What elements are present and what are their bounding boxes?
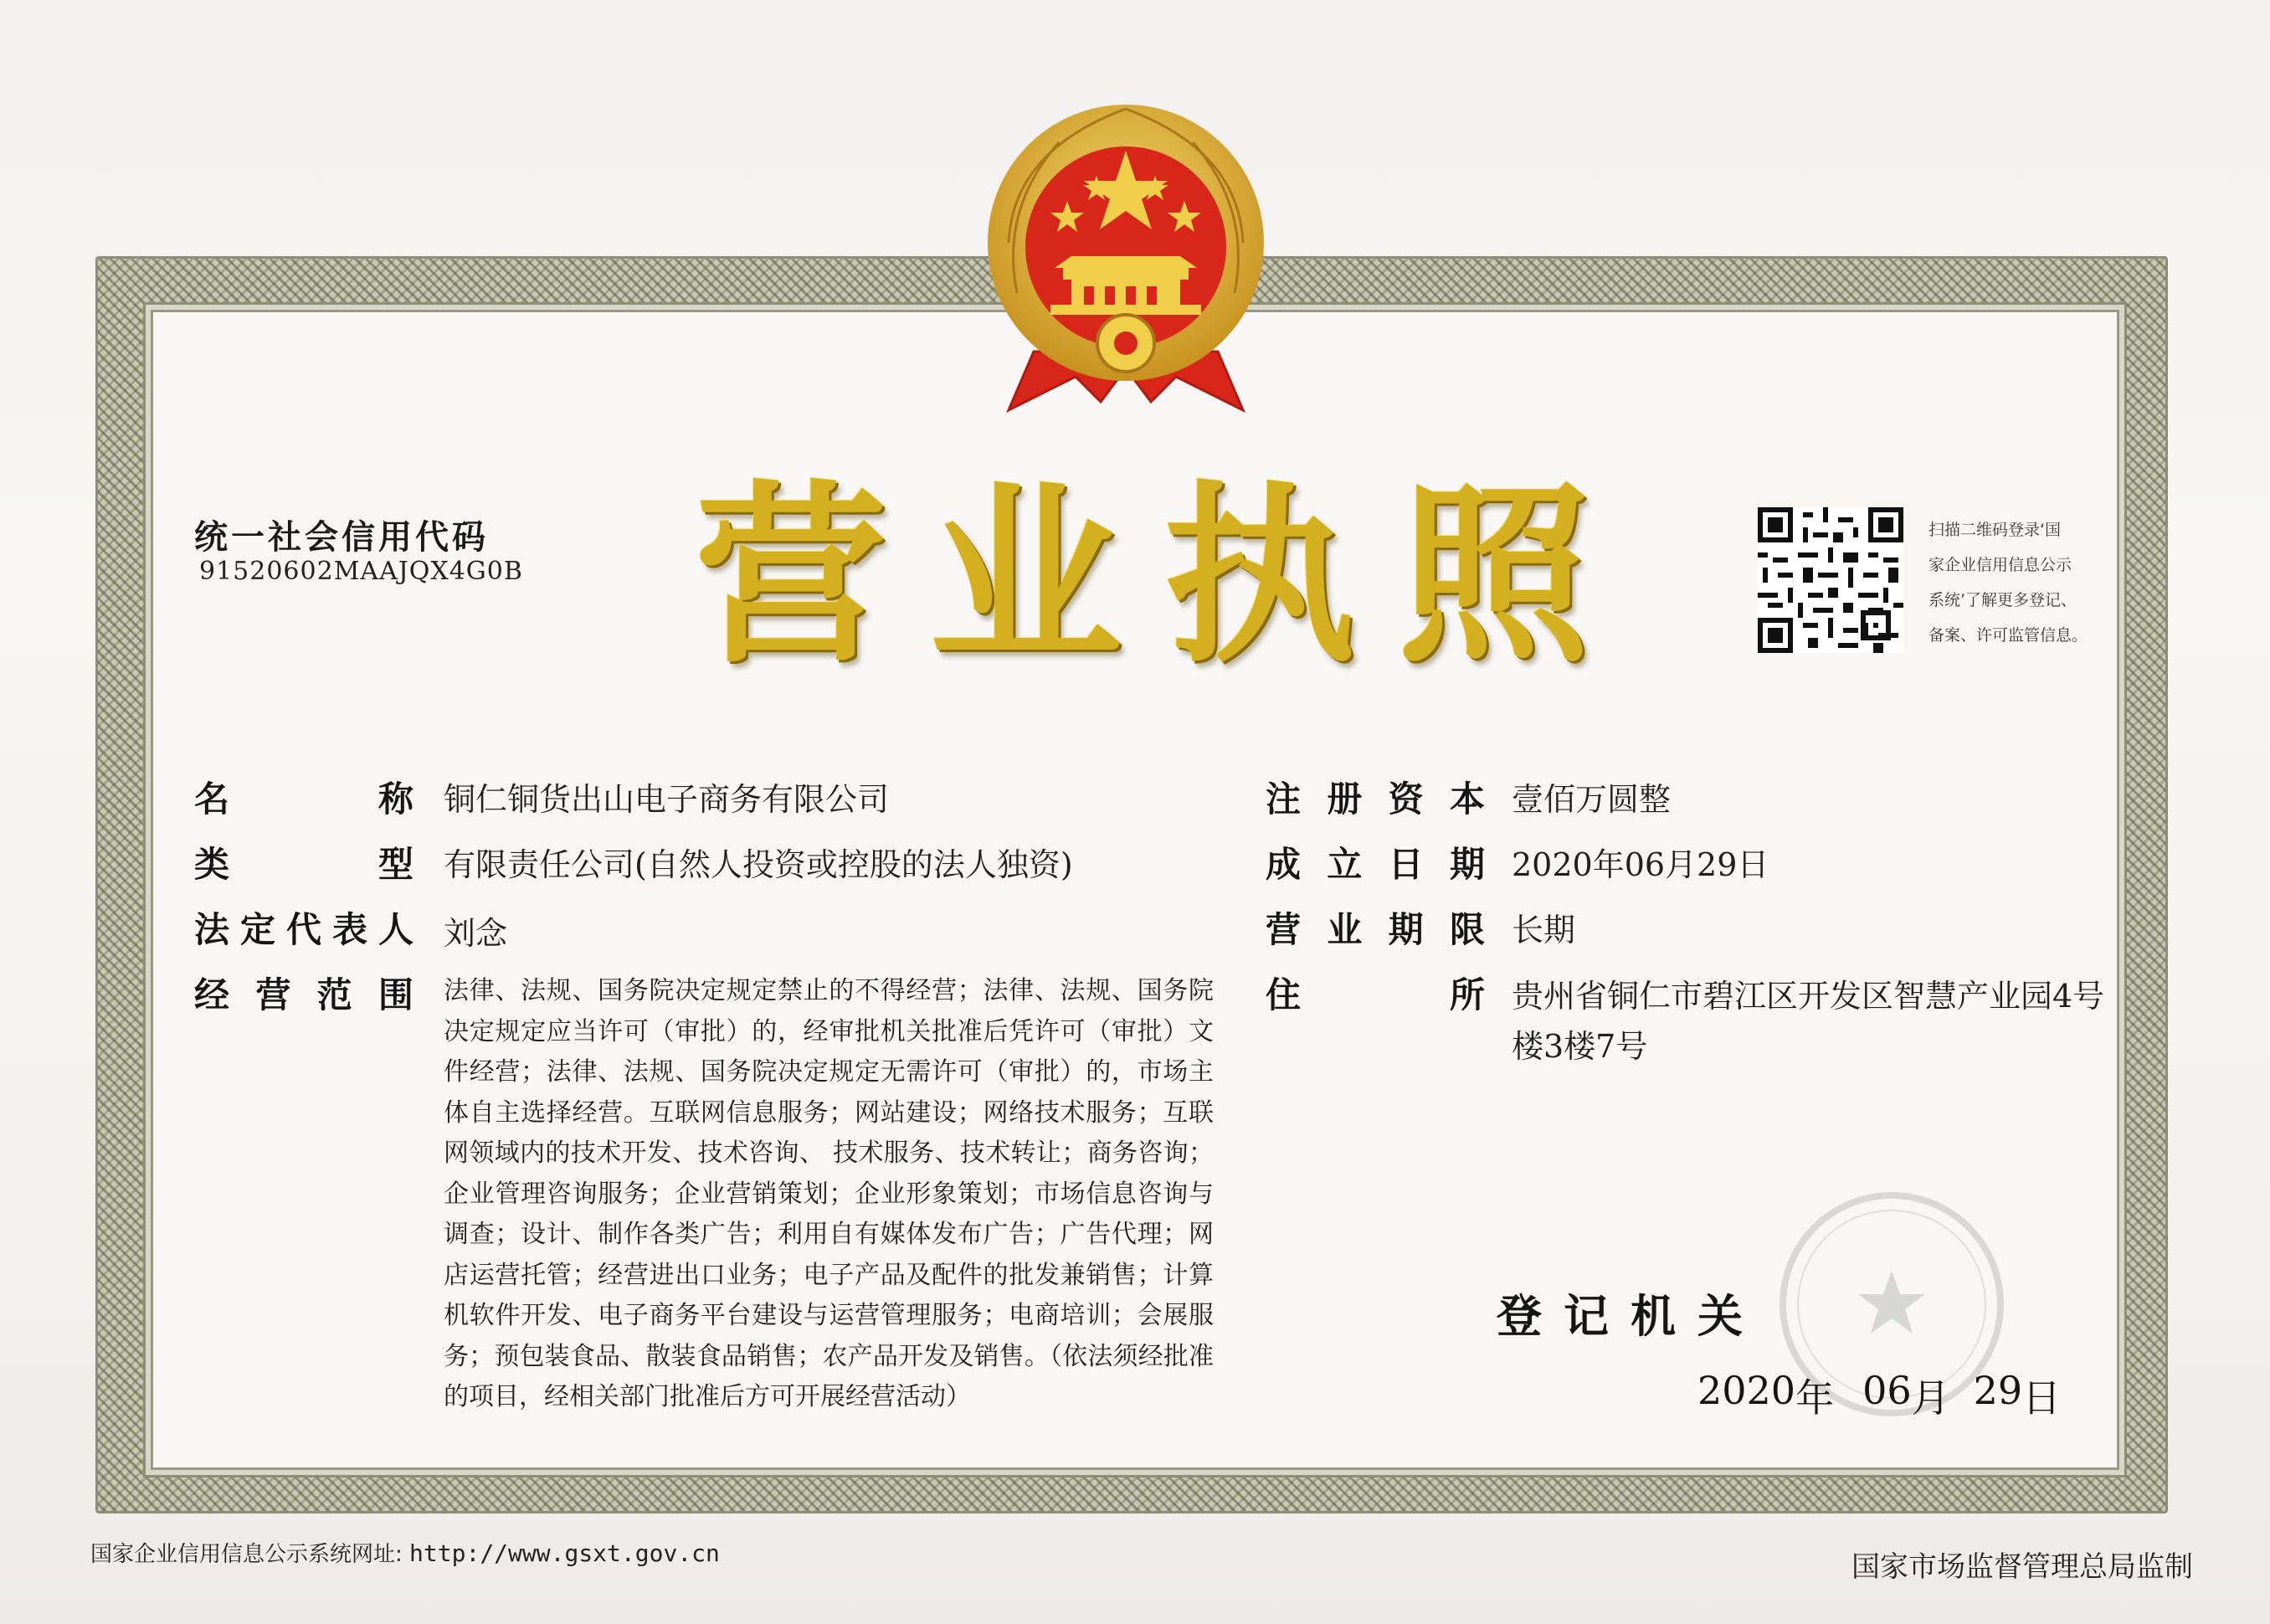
field-value-address: 贵州省铜仁市碧江区开发区智慧产业园4号楼3楼7号 [1512,978,2105,1065]
label-char: 期 [1449,844,1485,885]
issue-date [1697,1368,2061,1423]
qr-note-line: 备案、许可监管信息。 [1928,626,2088,645]
label-char: 型 [377,844,413,885]
label-char: 业 [1327,909,1363,950]
field-value-type: 有限责任公司(自然人投资或控股的法人独资) [444,846,1073,883]
qr-note-line: 家企业信用信息公示 [1928,556,2072,574]
label-char: 类 [194,844,230,885]
footer-website-label: 国家企业信用信息公示系统网址: [90,1542,403,1567]
title-char: 营 [695,465,888,689]
qr-note-line: 系统’了解更多登记、 [1928,591,2077,609]
national-emblem-icon [983,100,1268,419]
field-label-address [1266,968,1485,1018]
field-value-established: 2020年06月29日 [1512,846,1769,883]
credit-code-value: 91520602MAAJQX4G0B [199,557,523,586]
issue-month-unit: 月 [1911,1375,1950,1421]
label-char: 围 [377,974,413,1015]
qr-note [1928,512,2121,653]
label-char: 经 [194,974,230,1015]
field-value-name: 铜仁铜货出山电子商务有限公司 [444,781,890,818]
label-char: 定 [239,909,275,950]
label-char: 称 [377,779,413,820]
label-char: 住 [1266,974,1302,1015]
label-char: 册 [1327,779,1363,820]
label-char: 注 [1266,779,1302,820]
issue-day-unit: 日 [2022,1375,2062,1421]
footer-issuer: 国家市场监督管理总局监制 [1851,1550,2193,1584]
title-char: 业 [928,465,1122,689]
qr-code-icon[interactable] [1758,507,1903,653]
label-char: 营 [1266,909,1302,950]
label-char: 名 [194,779,230,820]
qr-note-line: 扫描二维码登录‘国 [1928,521,2062,539]
issue-month: 06 [1862,1368,1912,1413]
issue-day: 29 [1973,1368,2023,1413]
label-char: 人 [377,909,413,950]
label-char: 法 [194,909,230,950]
field-value-term: 长期 [1512,912,1576,948]
field-value-scope: 法律、法规、国务院决定规定禁止的不得经营；法律、法规、国务院决定规定应当许可（审批）的，经审批机关批准后凭许可（审批）文件经营；法律、法规、国务院决定规定无需许可（审批）的，市场主体自主选择经营。互联网信息服务；网站建设；网络技术服务；互联网领域内的技术开发、技术咨询、 技术服务、技术转让；商务咨询；企业管理咨询服务；企业营销策划；企业形象策划；市场信息咨询与调查；设计、制作各类广告；利用自有媒体发布广告；广告代理；网店运营托管；经营进出口业务；电子产品及配件的批发兼销售；计算机软件开发、电子商务平台建设与运营管理服务；电商培训；会展服务；预包装食品、散装食品销售；农产品开发及销售。（依法须经批准的项目，经相关部门批准后方可开展经营活动） [444,976,1214,1411]
label-char: 资 [1388,779,1424,820]
field-label-capital [1266,772,1485,822]
label-char: 期 [1388,909,1424,950]
field-label-name [194,772,413,822]
field-value-legal-rep: 刘念 [444,915,508,952]
credit-code-label: 统一社会信用代码 [194,518,489,557]
field-value-capital: 壹佰万圆整 [1512,781,1672,818]
label-char: 营 [255,974,291,1015]
field-label-type [194,837,413,887]
label-char: 限 [1449,909,1485,950]
label-char: 表 [331,909,367,950]
issue-year: 2020 [1697,1368,1796,1413]
field-label-established [1266,837,1485,887]
label-char: 本 [1449,779,1485,820]
certificate-title [695,465,1590,689]
label-char: 范 [316,974,352,1015]
title-char: 照 [1397,465,1590,689]
label-char: 代 [285,909,321,950]
label-char: 日 [1388,844,1424,885]
field-label-legal-rep [194,902,413,953]
footer-website [90,1537,720,1568]
issue-year-unit: 年 [1795,1375,1835,1421]
footer-website-url[interactable]: http://www.gsxt.gov.cn [409,1539,720,1567]
field-label-scope [194,968,413,1018]
registration-authority-label: 登记机关 [1497,1290,1764,1343]
field-label-term [1266,902,1485,953]
label-char: 所 [1449,974,1485,1015]
label-char: 成 [1266,844,1302,885]
title-char: 执 [1163,465,1356,689]
label-char: 立 [1327,844,1363,885]
